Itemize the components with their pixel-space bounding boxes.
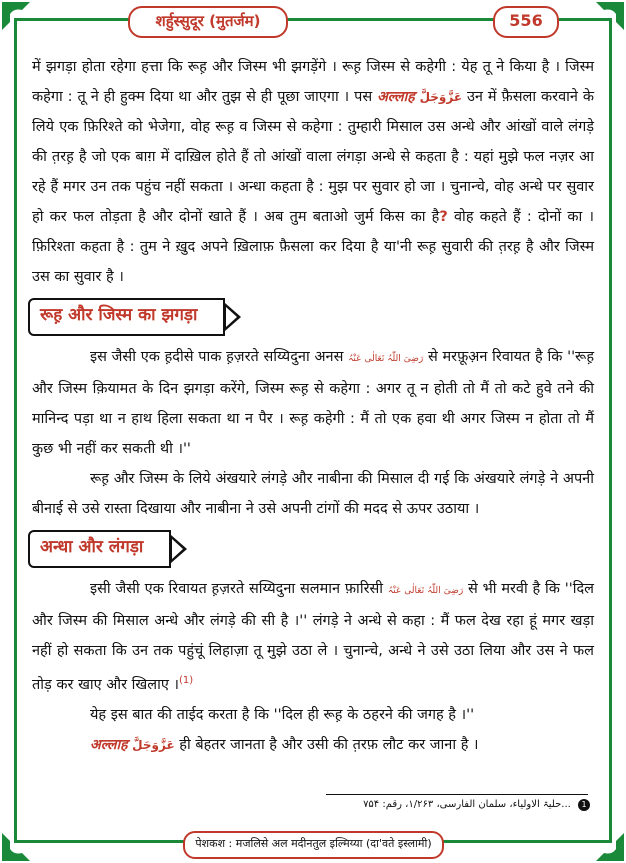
footnote-text: ...حلیۃ الاولیاء، سلمان الفارسی، ۱/۲۶۳، رقم: ۷۵۴ [363, 799, 571, 810]
corner-ornament-icon [582, 819, 626, 863]
allah-calligraphy: अल्लाह [377, 89, 415, 105]
paragraph-4 [32, 574, 594, 700]
publisher-footer: पेशकश : मजलिसे अल मदीनतुल इल्मिय्या (दा'वते इस्लामी) [183, 831, 444, 859]
book-title: शर्हुस्सुदूर (मुतर्जम) [128, 6, 288, 38]
paragraph-2 [32, 342, 594, 464]
corner-ornament-icon [0, 0, 44, 44]
footnote-number: 1 [578, 799, 590, 811]
paragraph-6 [32, 730, 594, 760]
frame-left-border [14, 18, 17, 843]
footnote-divider [326, 794, 588, 795]
paragraph-text: वोह कहते हैं : दोनों का । फ़िरिश्ता कहता है : तुम ने ख़ुद अपने ख़िलाफ़ फ़ैसला कर दिया है या'नी रूह़ सुवारी की त़रह़ है और जिस्म उस का सुवार है । [32, 209, 595, 285]
paragraph-text: उन में फ़ैसला करवाने के लिये एक फ़िरिश्ते को भेजेगा, वोह रूह़ व जिस्म से कहेगा : तुम्हारी मिसाल उस अन्धे और आंखों वाले लंगड़े की त़रह़ है जो एक बाग़ में दाख़िल होते हैं तो आंखों वाला लंगड़ा अन्धे से कहता है : यहां मुझे फल नज़र आ रहे हैं मगर उन तक पहुंच नहीं सकता । अन्धा कहता है : मुझ पर सुवार हो जा । चुनान्चे, वोह अन्धे पर सुवार हो कर फल तोड़ता है और दोनों खाते हैं । अब तुम बताओ जुर्म किस का है [32, 89, 595, 225]
paragraph-text: ही बेहतर जानता है और उसी की त़रफ़ लौट कर जाना है । [179, 736, 479, 753]
page-number: 556 [493, 6, 559, 38]
main-content [32, 52, 594, 760]
corner-ornament-icon [0, 819, 44, 863]
paragraph-text: से भी मरवी है कि ''दिल और जिस्म की मिसाल अन्धे और लंगड़े की सी है ।'' लंगड़े ने अन्धे से कहा : मैं फल देख रहा हूं मगर खड़ा नहीं हो सकता कि उन तक पहुंचूं लिहाज़ा तू मुझे उठा ले । चुनान्चे, अन्धे ने उसे उठा लिया और उस ने फल तोड़ कर खाए और खिलाए । [32, 581, 594, 693]
allah-calligraphy: अल्लाह [90, 736, 128, 753]
section-heading: अन्धा और लंगड़ा [28, 530, 171, 568]
question-mark: ? [439, 209, 448, 225]
paragraph-1 [32, 52, 594, 292]
frame-right-border [609, 18, 612, 843]
honorific-text: عَزَّوَجَلَّ [132, 737, 175, 752]
honorific-text: عَزَّوَجَلَّ [419, 90, 463, 104]
corner-ornament-icon [582, 0, 626, 44]
footnote [330, 799, 590, 811]
paragraph-text: इस जैसी एक ह़दीसे पाक ह़ज़रते सय्यिदुना अनस [90, 349, 344, 365]
paragraph-5: येह इस बात की ताईद करता है कि ''दिल ही रूह़ के ठहरने की जगह है ।'' [90, 706, 475, 723]
honorific-text: رَضِیَ اللّٰہُ تَعَالٰی عَنْہُ [387, 586, 464, 596]
paragraph-text: से मरफ़ूअ़न रिवायत है कि ''रूह़ और जिस्म क़ियामत के दिन झगड़ा करेंगे, जिस्म रूह़ से कहेगा : अगर तू न होती तो मैं तो कटे हुवे तने की मानिन्द पड़ा था न हाथ हिला सकता था न पैर । रूह़ कहेगी : मैं तो एक हवा थी अगर जिस्म न होता तो मैं कुछ भी नहीं कर सकती थी ।'' [32, 349, 595, 457]
paragraph-text: में झगड़ा होता रहेगा हत्ता कि रूह़ और जिस्म भी झगड़ेंगे । रूह़ जिस्म से कहेगी : येह तू ने किया है । जिस्म कहेगा : तू ने ही हुक्म दिया था और तुझ से ही पूछा जाएगा । पस [32, 59, 594, 105]
paragraph-text: इसी जैसी एक रिवायत ह़ज़रते सय्यिदुना सलमान फ़ारिसी [90, 581, 384, 597]
honorific-text: رَضِیَ اللّٰہُ تَعَالٰی عَنْہُ [348, 354, 424, 364]
section-heading: रूह़ और जिस्म का झगड़ा [28, 298, 225, 336]
paragraph-3: रूह़ और जिस्म के लिये अंखयारे लंगड़े और नाबीना की मिसाल दी गई कि अंखयारे लंगड़े ने अपनी बीनाई से उसे रास्ता दिखाया और नाबीना ने उसे अपनी टांगों की मदद से ऊपर उठाया । [32, 471, 594, 517]
footnote-reference[interactable]: (1) [179, 675, 194, 686]
